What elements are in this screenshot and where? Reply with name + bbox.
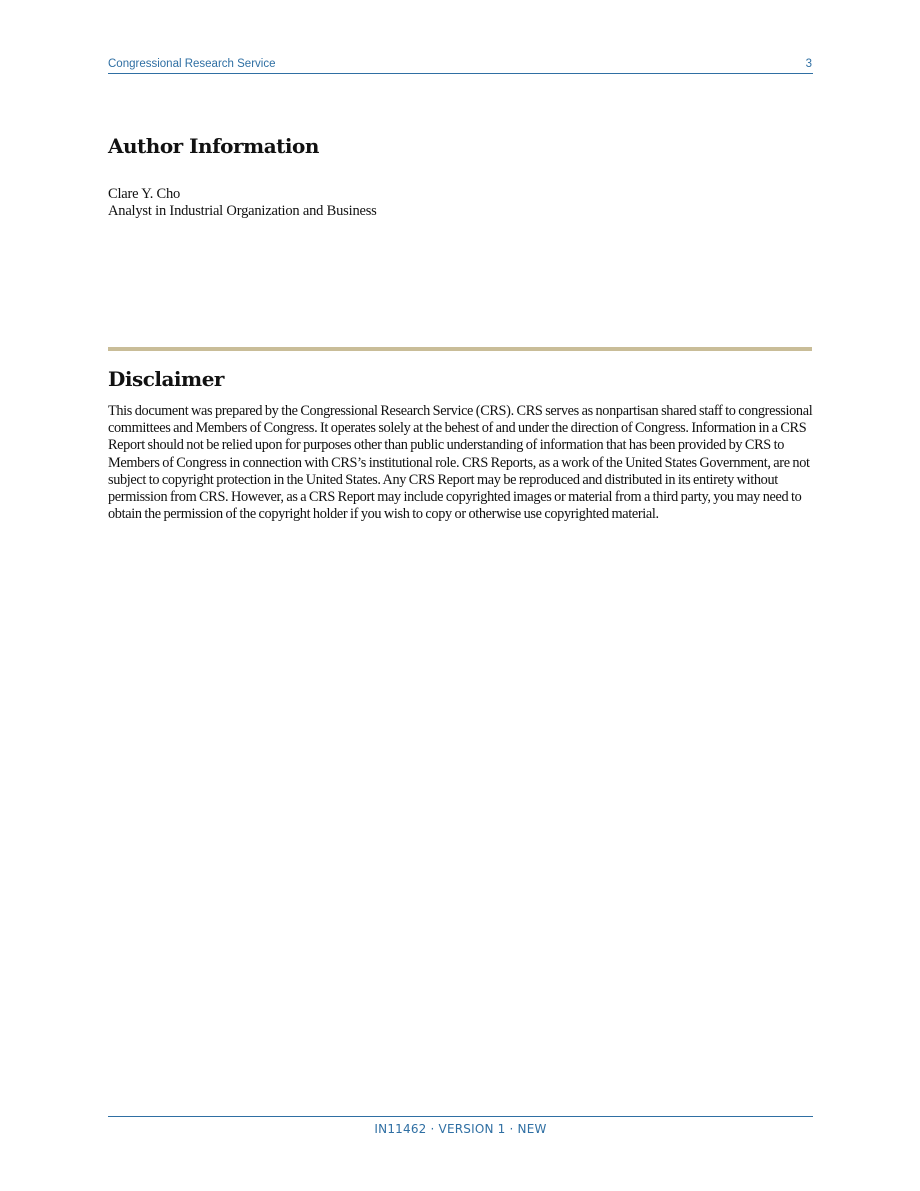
author-block [108, 186, 377, 220]
footer-report-id: IN11462 · VERSION 1 · NEW [374, 1122, 547, 1136]
author-name: Clare Y. Cho [108, 186, 181, 202]
disclaimer-title: Disclaimer [108, 367, 224, 391]
header-organization: Congressional Research Service [108, 58, 276, 70]
page-footer [108, 1116, 813, 1136]
author-information-title: Author Information [108, 134, 319, 158]
page-header [108, 57, 813, 74]
page-number: 3 [805, 58, 812, 70]
disclaimer-text: This document was prepared by the Congressional Research Service (CRS). CRS serves as nonpartisan shared staff to congressional committees and Members of Congress. It operates solely at the behest of and under the direction of Congress. Information in a CRS Report should not be relied upon for purposes other than public understanding of information that has been provided by CRS to Members of Congress in connection with CRS’s institutional role. CRS Reports, as a work of the United States Government, are not subject to copyright protection in the United States. Any CRS Report may be reproduced and distributed in its entirety without permission from CRS. However, as a CRS Report may include copyrighted images or material from a third party, you may need to obtain the permission of the copyright holder if you wish to copy or otherwise use copyrighted material. [108, 403, 813, 523]
section-divider [108, 347, 812, 351]
author-role: Analyst in Industrial Organization and Business [108, 203, 377, 219]
